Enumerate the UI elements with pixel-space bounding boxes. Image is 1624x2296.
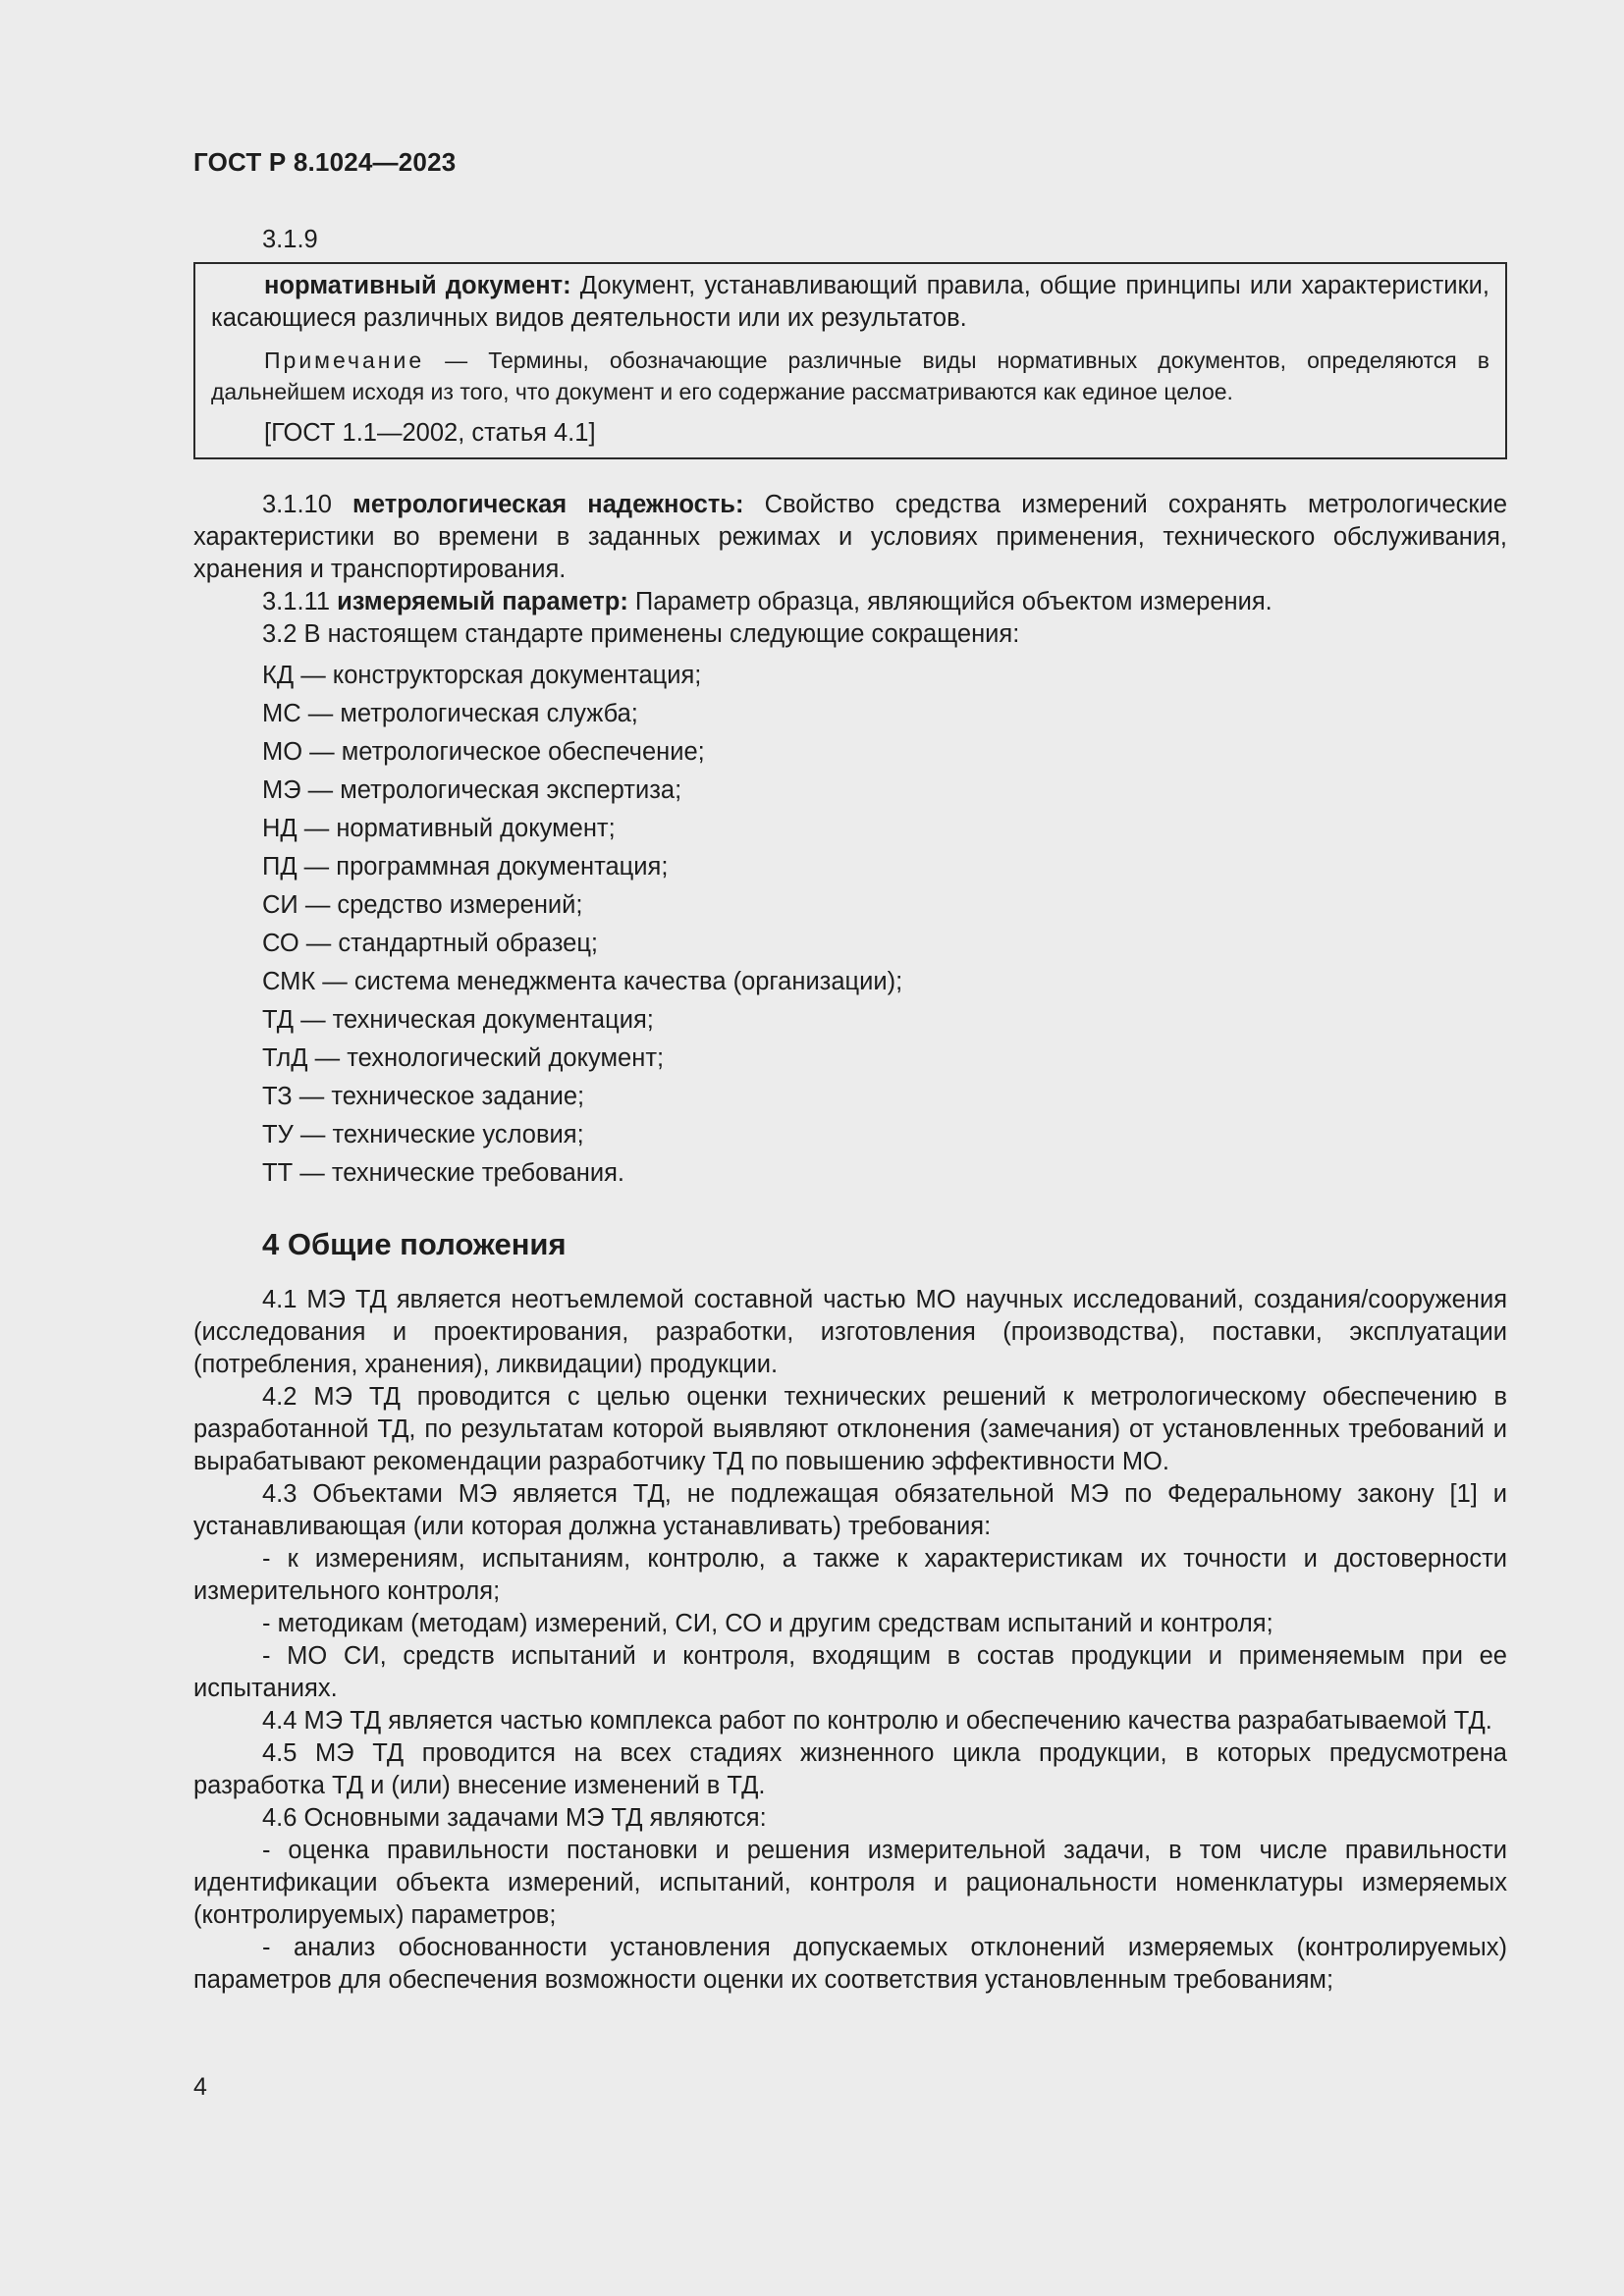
- abbreviation-item: ТУ — технические условия;: [262, 1121, 584, 1148]
- source-reference: [ГОСТ 1.1—2002, статья 4.1]: [264, 419, 596, 447]
- abbreviation-item: МС — метрологическая служба;: [262, 700, 638, 727]
- clause-4-2: 4.2 МЭ ТД проводится с целью оценки технических решений к метрологическому обеспечению в разработанной ТД, по результатам которой выявляют отклонения (замечания) от установленных требований и вырабатывают рекомендации разработчику ТД по повышению эффективности МО.: [193, 1383, 1507, 1475]
- note-3-1-9: [211, 345, 1489, 407]
- term-measured-parameter: измеряемый параметр:: [337, 588, 628, 615]
- clause-4-5: 4.5 МЭ ТД проводится на всех стадиях жизненного цикла продукции, в которых предусмотрена разработка ТД и (или) внесение изменений в ТД.: [193, 1739, 1507, 1799]
- abbreviation-item: ТД — техническая документация;: [262, 1006, 654, 1034]
- definition-box-3-1-9: [193, 262, 1507, 459]
- definition-3-1-9: [211, 270, 1489, 335]
- clause-number-3-1-9: 3.1.9: [262, 226, 318, 253]
- definition-text: Документ, устанавливающий правила, общие принципы или характеристики, касающиеся различных видов деятельности или их результатов.: [211, 272, 1489, 332]
- clause-4-1: 4.1 МЭ ТД является неотъемлемой составной частью МО научных исследований, создания/сооружения (исследования и проектирования, разработки, изготовления (производства), поставки, эксплуатации (потребления, хранения), ликвидации) продукции.: [193, 1286, 1507, 1378]
- page-content: [193, 224, 1507, 1997]
- definition-3-1-11: [193, 586, 1507, 618]
- abbreviation-item: ТЗ — техническое задание;: [262, 1083, 585, 1110]
- clause-4-6: 4.6 Основными задачами МЭ ТД являются:: [262, 1804, 767, 1832]
- abbreviation-item: ТлД — технологический документ;: [262, 1044, 665, 1072]
- abbreviation-item: МО — метрологическое обеспечение;: [262, 738, 705, 766]
- abbreviations-list: [193, 657, 1507, 1193]
- abbreviation-item: ТТ — технические требования.: [262, 1159, 625, 1187]
- clause-number-3-1-11: 3.1.11: [262, 588, 338, 615]
- section-4-heading: 4 Общие положения: [262, 1227, 567, 1261]
- list-item: - к измерениям, испытаниям, контролю, а также к характеристикам их точности и достоверности измерительного контроля;: [193, 1545, 1507, 1605]
- clause-4-4: 4.4 МЭ ТД является частью комплекса работ по контролю и обеспечению качества разрабатываемой ТД.: [262, 1707, 1492, 1735]
- abbreviation-item: КД — конструкторская документация;: [262, 662, 702, 689]
- term-metrological-reliability: метрологическая надежность:: [352, 491, 744, 518]
- list-item: - анализ обоснованности установления допускаемых отклонений измеряемых (контролируемых) параметров для обеспечения возможности оценки их соответствия установленным требованиям;: [193, 1934, 1507, 1994]
- document-code-header: ГОСТ Р 8.1024—2023: [193, 147, 457, 177]
- page-number: 4: [193, 2073, 207, 2101]
- list-item: - МО СИ, средств испытаний и контроля, входящим в состав продукции и применяемым при ее испытаниях.: [193, 1642, 1507, 1702]
- list-item: - методикам (методам) измерений, СИ, СО и другим средствам испытаний и контроля;: [262, 1610, 1273, 1637]
- clause-4-3: 4.3 Объектами МЭ является ТД, не подлежащая обязательной МЭ по Федеральному закону [1] и устанавливающая (или которая должна устанавливать) требования:: [193, 1480, 1507, 1540]
- abbreviations-intro: 3.2 В настоящем стандарте применены следующие сокращения:: [262, 620, 1020, 648]
- term-normative-document: нормативный документ:: [264, 272, 571, 299]
- note-label: Примечание: [264, 347, 425, 373]
- note-text: — Термины, обозначающие различные виды нормативных документов, определяются в дальнейшем исходя из того, что документ и его содержание рассматриваются как единое целое.: [211, 347, 1489, 404]
- abbreviation-item: ПД — программная документация;: [262, 853, 669, 881]
- definition-text: Параметр образца, являющийся объектом измерения.: [627, 588, 1272, 615]
- definition-text: Свойство средства измерений сохранять метрологические характеристики во времени в заданных режимах и условиях применения, технического обслуживания, хранения и транспортирования.: [193, 491, 1508, 583]
- abbreviation-item: СО — стандартный образец;: [262, 930, 599, 957]
- list-item: - оценка правильности постановки и решения измерительной задачи, в том числе правильности идентификации объекта измерений, испытаний, контроля и рациональности номенклатуры измеряемых (контролируемых) параметров;: [193, 1837, 1507, 1929]
- clause-number-3-1-10: 3.1.10: [262, 491, 353, 518]
- abbreviation-item: СМК — система менеджмента качества (организации);: [262, 968, 903, 995]
- abbreviation-item: СИ — средство измерений;: [262, 891, 583, 919]
- definition-3-1-10: [193, 489, 1507, 586]
- abbreviation-item: НД — нормативный документ;: [262, 815, 616, 842]
- abbreviation-item: МЭ — метрологическая экспертиза;: [262, 776, 682, 804]
